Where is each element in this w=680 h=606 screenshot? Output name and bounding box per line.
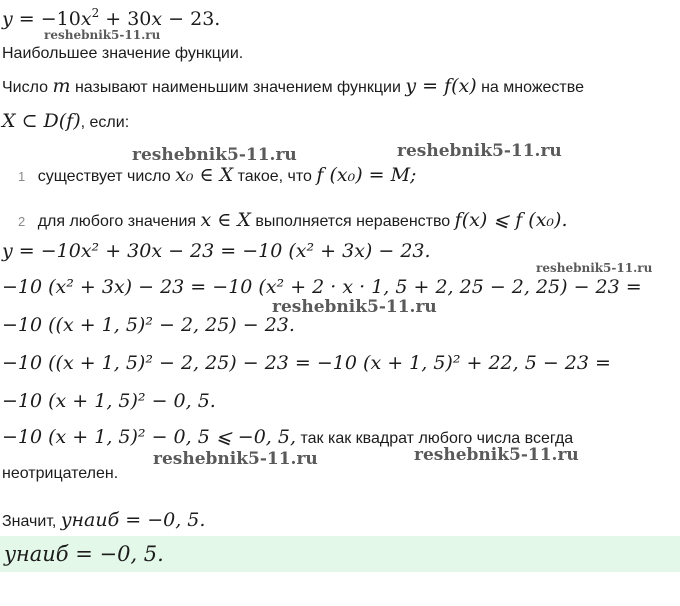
- definition-line-1: Число m называют наименьшим значением функции y = f(x) на множестве: [2, 75, 584, 97]
- watermark: reshebnik5-11.ru: [153, 449, 318, 469]
- calc-line-2: −10 (x² + 3x) − 23 = −10 (x² + 2 · x · 1, 5 + 2, 25 − 2, 25) − 23 =: [2, 276, 642, 298]
- answer-formula: yнаиб = −0, 5.: [4, 542, 164, 566]
- calc-line-5: −10 (x + 1, 5)² − 0, 5.: [2, 390, 216, 412]
- condition-item-2: 2 для любого значения x ∈ X выполняется неравенство f(x) ⩽ f (x₀).: [18, 209, 568, 231]
- section-heading: Наибольшее значение функции.: [2, 45, 244, 62]
- function-formula: $y = -10x^2 + 30x - 23$.: [2, 6, 221, 30]
- watermark: reshebnik5-11.ru: [132, 145, 297, 165]
- calc-line-1: y = −10x² + 30x − 23 = −10 (x² + 3x) − 23.: [2, 240, 431, 262]
- definition-line-2: X ⊂ D(f), если:: [2, 110, 130, 132]
- conclusion-line: Значит, yнаиб = −0, 5.: [2, 509, 206, 531]
- inequality-line: −10 (x + 1, 5)² − 0, 5 ⩽ −0, 5, так как квадрат любого числа всегда: [2, 426, 574, 448]
- calc-line-3: −10 ((x + 1, 5)² − 2, 25) − 23.: [2, 314, 295, 336]
- watermark: reshebnik5-11.ru: [272, 297, 437, 317]
- inequality-continuation: неотрицателен.: [2, 465, 119, 482]
- calc-line-4: −10 ((x + 1, 5)² − 2, 25) − 23 = −10 (x + 1, 5)² + 22, 5 − 23 =: [2, 352, 611, 374]
- condition-item-1: 1 существует число x₀ ∈ X такое, что f (x₀) = M;: [18, 164, 417, 186]
- watermark: reshebnik5-11.ru: [414, 445, 579, 465]
- watermark: reshebnik5-11.ru: [44, 28, 161, 42]
- watermark: reshebnik5-11.ru: [536, 261, 653, 275]
- watermark: reshebnik5-11.ru: [397, 141, 562, 161]
